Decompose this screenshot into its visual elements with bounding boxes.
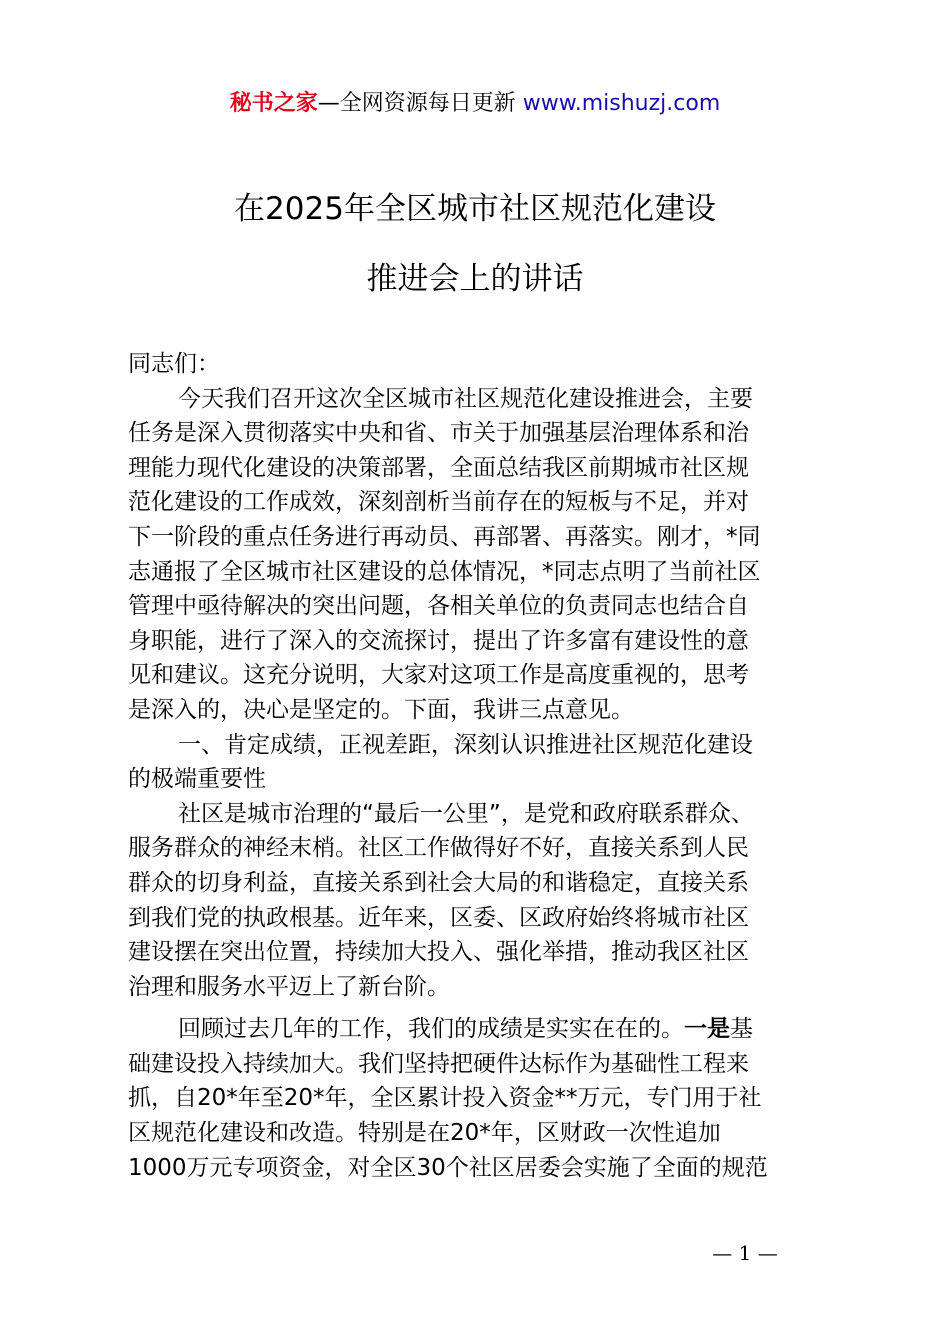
paragraph-line: 础建设投入持续加大。我们坚持把硬件达标作为基础性工程来 [128,1050,749,1077]
paragraph-line: 任务是深入贯彻落实中央和省、市关于加强基层治理体系和治 [128,420,749,447]
paragraph-line: 建设摆在突出位置，持续加大投入、强化举措，推动我区社区 [128,939,749,966]
review-lead-text: 回顾过去几年的工作，我们的成绩是实实在在的。 [178,1016,684,1043]
paragraph-line: 1000万元专项资金，对全区30个社区居委会实施了全面的规范 [128,1154,768,1181]
paragraph-line: 身职能，进行了深入的交流探讨，提出了许多富有建设性的意 [128,627,749,654]
paragraph-line [128,1012,838,1047]
paragraph-line: 社区是城市治理的“最后一公里”，是党和政府联系群众、 [178,800,754,827]
document-title-line-1: 在2025年全区城市社区规范化建设 [234,191,716,227]
site-banner [0,88,950,120]
paragraph-line: 理能力现代化建设的决策部署，全面总结我区前期城市社区规 [128,454,749,481]
paragraph-line: 范化建设的工作成效，深刻剖析当前存在的短板与不足，并对 [128,489,749,516]
banner-slogan: —全网资源每日更新 [317,91,516,116]
section-heading-line: 的极端重要性 [128,766,266,793]
brand-name: 秘书之家 [229,91,318,116]
paragraph-line: 见和建议。这充分说明，大家对这项工作是高度重视的，思考 [128,662,749,689]
document-body [128,347,838,1185]
review-lead-tail: 基 [730,1016,753,1043]
paragraph-intro [128,382,838,728]
paragraph-line: 治理和服务水平迈上了新台阶。 [128,973,450,1000]
paragraph-line: 志通报了全区城市社区建设的总体情况，*同志点明了当前社区 [128,558,761,585]
paragraph-line: 服务群众的神经末梢。社区工作做得好不好，直接关系到人民 [128,835,749,862]
site-url-link[interactable]: www.mishuzj.com [522,91,721,116]
paragraph-review [128,1012,838,1185]
point-marker-one: 一是 [684,1016,730,1043]
paragraph-community [128,797,838,1005]
document-title-line-2: 推进会上的讲话 [366,261,584,297]
paragraph-line: 管理中亟待解决的突出问题，各相关单位的负责同志也结合自 [128,593,749,620]
greeting: 同志们： [128,351,220,377]
paragraph-line: 群众的切身利益，直接关系到社会大局的和谐稳定，直接关系 [128,869,749,896]
page-number: — 1 — [712,1241,778,1265]
paragraph-line: 下一阶段的重点任务进行再动员、再部署、再落实。刚才，*同 [128,523,761,550]
paragraph-line: 抓，自20*年至20*年，全区累计投入资金**万元，专门用于社 [128,1085,762,1112]
paragraph-line: 是深入的，决心是坚定的。下面，我讲三点意见。 [128,696,634,723]
paragraph-line: 今天我们召开这次全区城市社区规范化建设推进会，主要 [178,385,753,412]
paragraph-line: 到我们党的执政根基。近年来，区委、区政府始终将城市社区 [128,904,749,931]
section-heading-line: 一、肯定成绩，正视差距，深刻认识推进社区规范化建设 [178,731,753,758]
paragraph-line: 区规范化建设和改造。特别是在20*年，区财政一次性追加 [128,1120,721,1147]
section-heading-1 [128,728,838,797]
